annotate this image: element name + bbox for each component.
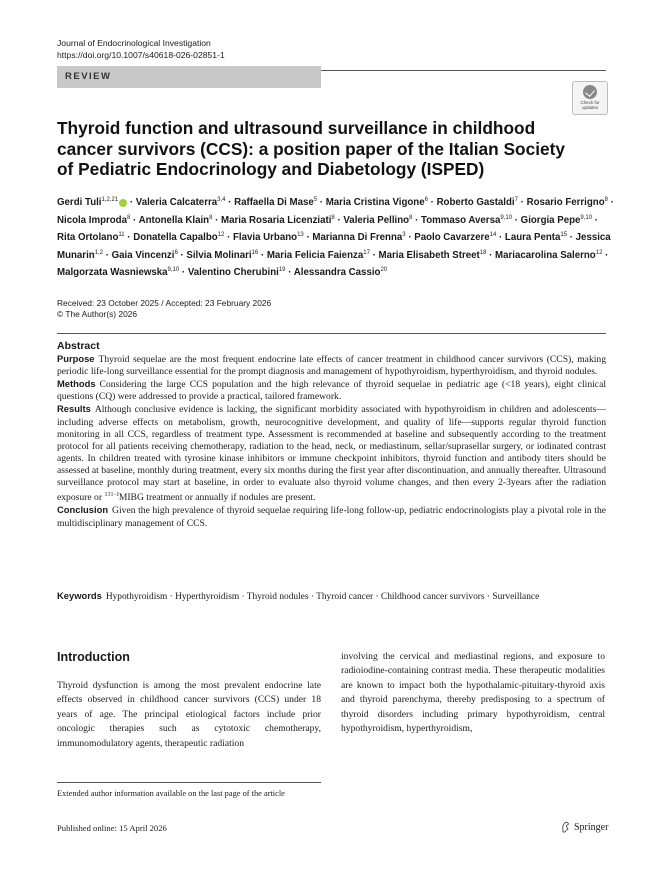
methods-text: Considering the large CCS population and the high relevance of thyroid sequelae in pediatric age (<18 years), eight clinical questions (CQ) were addressed to provide a practical, tailored framework. [57, 379, 606, 403]
author-affiliation: 20 [380, 267, 388, 274]
footnote-rule [57, 782, 321, 783]
header-rule [321, 70, 606, 71]
author-name[interactable]: Giorgia Pepe$^{9,10}$ [520, 214, 593, 226]
author-affiliation: 5 [313, 197, 318, 203]
section-label: REVIEW [65, 71, 112, 82]
results-label: Results [57, 403, 91, 415]
author-affiliation: 12 [217, 232, 225, 239]
keywords-text: Hypothyroidism · Hyperthyroidism · Thyroid nodules · Thyroid cancer · Childhood cancer survivors · Surveillance [105, 592, 540, 602]
check-updates-line2: updates [581, 105, 598, 110]
author-affiliation: 11 [118, 232, 125, 239]
author-affiliation: 8 [331, 214, 335, 221]
author-affiliation: 16 [251, 249, 259, 256]
abstract-rule [57, 333, 606, 334]
author-affiliation: 9,10 [167, 267, 180, 274]
author-affiliation: 15 [560, 232, 568, 239]
author-affiliation: 1,2 [94, 249, 104, 256]
author-name[interactable]: Silvia Molinari$^{16}$ [186, 249, 259, 261]
author-name[interactable]: Maria Felicia Faienza$^{17}$ [266, 249, 370, 261]
author-affiliation: 3,4 [217, 197, 226, 203]
introduction-column-2: involving the cervical and mediastinal regions, and exposure to radioiodine-containing contrast media. These therapeutic modalities are known to impact both the hypothalamic-pituitary-thyroid axis and thyroid parenchyma, thereby predisposing to a spectrum of thyroid disorders including primary hypothyroidism, central hypothyroidism, hyperthyroidism, [341, 651, 605, 735]
conclusion-text: Given the high prevalence of thyroid sequelae requiring life-long follow-up, pediatric endocrinologists play a pivotal role in the multidisciplinary management of CCS. [57, 505, 606, 529]
author-affiliation: 6 [174, 249, 178, 256]
author-name[interactable]: Roberto Gastaldi$^7$ [436, 197, 518, 209]
author-affiliation: 8 [409, 214, 413, 221]
copyright: © The Author(s) 2026 [57, 309, 138, 319]
author-affiliation: 13 [297, 232, 304, 239]
author-name[interactable]: Paolo Cavarzere$^{14}$ [414, 232, 497, 244]
orcid-icon[interactable] [119, 199, 127, 207]
publisher-name: Springer [574, 821, 609, 833]
author-name[interactable]: Raffaella Di Mase$^5$ [234, 197, 318, 209]
author-name[interactable]: Malgorzata Wasniewska$^{9,10}$ [57, 267, 180, 279]
abstract [57, 340, 606, 530]
author-name[interactable]: Gerdi Tuli$^{1,2,21}$ [57, 197, 127, 208]
footnote: Extended author information available on the last page of the article [57, 789, 285, 798]
author-affiliation: 1,2,21 [101, 197, 119, 203]
author-affiliation: 18 [479, 249, 487, 256]
section-bar [57, 66, 321, 88]
author-name[interactable]: Rita Ortolano$^{11}$ [57, 232, 125, 244]
author-name[interactable]: Maria Cristina Vigone$^6$ [325, 197, 428, 209]
author-affiliation: 8 [126, 214, 131, 221]
author-affiliation: 8 [604, 197, 608, 203]
author-affiliation: 12 [595, 249, 603, 256]
author-name[interactable]: Valeria Pellino$^8$ [343, 214, 413, 226]
results-tail: MIBG treatment or annually if nodules are present. [118, 492, 316, 504]
methods-label: Methods [57, 378, 96, 390]
keywords-label: Keywords [57, 590, 102, 601]
author-name[interactable]: Nicola Improda$^8$ [57, 214, 131, 226]
journal-name: Journal of Endocrinological Investigation [57, 38, 211, 48]
author-name[interactable]: Laura Penta$^{15}$ [504, 232, 568, 244]
conclusion-label: Conclusion [57, 504, 109, 516]
author-affiliation: 19 [278, 267, 286, 274]
author-affiliation: 17 [363, 249, 370, 256]
doi-link[interactable]: https://doi.org/10.1007/s40618-026-02851-1 [57, 50, 225, 60]
abstract-results [57, 403, 606, 504]
abstract-conclusion [57, 504, 606, 529]
purpose-label: Purpose [57, 353, 95, 365]
author-affiliation: 3 [402, 232, 406, 239]
author-name[interactable]: Mariacarolina Salerno$^{12}$ [495, 249, 603, 261]
author-list: Gerdi Tuli$^{1,2,21}$ · Valeria Calcaterra$^{3,4}$ · Raffaella Di Mase$^5$ · Maria Cristina Vigone$^6$ · Roberto Gastaldi$^7$ · Rosario Ferrigno$^8$ · Nicola Improda$^8$ · Antonella Klain$^8$ · Maria Rosaria Licenziati$^8$ · Valeria Pellino$^8$ · Tommaso Aversa$^{9,10}$ · Giorgia Pepe$^{9,10}$ · Rita Ortolano$^{11}$ · Donatella Capalbo$^{12}$ · Flavia Urbano$^{13}$ · Marianna Di Frenna$^3$ · Paolo Cavarzere$^{14}$ · Laura Penta$^{15}$ · Jessica Munarin$^{1,2}$ · Gaia Vincenzi$^6$ · Silvia Molinari$^{16}$ · Maria Felicia Faienza$^{17}$ · Maria Elisabeth Street$^{18}$ · Mariacarolina Salerno$^{12}$ · Malgorzata Wasniewska$^{9,10}$ · Valentino Cherubini$^{19}$ · Alessandra Cassio$^{20}$ [57, 197, 614, 279]
article-dates [57, 298, 271, 320]
check-for-updates-badge[interactable] [572, 81, 608, 115]
journal-header [57, 37, 225, 61]
abstract-methods [57, 378, 606, 403]
published-date: Published online: 15 April 2026 [57, 823, 167, 833]
introduction-heading: Introduction [57, 650, 130, 664]
results-isotope: 131−I [104, 492, 119, 499]
abstract-purpose [57, 353, 606, 378]
check-updates-line1: Check for [580, 100, 600, 105]
purpose-text: Thyroid sequelae are the most frequent endocrine late effects of cancer treatment in childhood cancer survivors (CCS), making periodic life-long surveillance essential for the prompt diagnosis and management of hypothyroidism, hyperthyroidism, and thyroid nodules. [57, 354, 606, 378]
introduction-column-1: Thyroid dysfunction is among the most prevalent endocrine late effects observed in childhood cancer survivors (CCS) under 18 years of age. The principal etiological factors include prior oncologic therapies such as cytotoxic chemotherapy, immunomodulatory agents, therapeutic radiation [57, 680, 321, 749]
received-accepted: Received: 23 October 2025 / Accepted: 23 February 2026 [57, 298, 272, 308]
abstract-heading: Abstract [57, 340, 100, 352]
author-name[interactable]: Maria Elisabeth Street$^{18}$ [378, 249, 487, 261]
check-updates-icon [583, 85, 597, 99]
author-affiliation: 8 [209, 214, 213, 221]
author-name[interactable]: Tommaso Aversa$^{9,10}$ [421, 214, 513, 226]
keywords [57, 590, 606, 604]
author-name[interactable]: Valentino Cherubini$^{19}$ [187, 267, 286, 279]
author-name[interactable]: Maria Rosaria Licenziati$^8$ [221, 214, 335, 226]
author-name[interactable]: Alessandra Cassio$^{20}$ [293, 267, 388, 279]
author-name[interactable]: Gaia Vincenzi$^6$ [111, 249, 178, 261]
author-affiliation: 7 [514, 197, 518, 203]
author-name[interactable]: Rosario Ferrigno$^8$ [526, 197, 608, 209]
author-affiliation: 9,10 [580, 214, 593, 221]
author-name[interactable]: Valeria Calcaterra$^{3,4}$ [135, 197, 226, 209]
springer-horse-icon [561, 821, 570, 833]
publisher-logo [561, 821, 608, 833]
author-name[interactable]: Marianna Di Frenna$^3$ [312, 232, 406, 244]
author-name[interactable]: Donatella Capalbo$^{12}$ [133, 232, 225, 244]
author-name[interactable]: Antonella Klain$^8$ [138, 214, 213, 226]
results-text: Although conclusive evidence is lacking, the significant morbidity associated with hypothyroidism in children and adolescents—including adverse effects on metabolism, growth, neurocognitive development, and quality of life—supports regular thyroid function monitoring in all CCS, regardless of treatment type. Assessment is recommended at baseline and subsequently according to the treatment protocol for all patients receiving chemotherapy, radiation to the head, neck, or mediastinum, sellar/suprasellar surgery, or iodinated contrast agents. In children treated with tyrosine kinase inhibitors or immune checkpoint inhibitors, thyroid function and antibody titers should be assessed at baseline, monthly during treatment, every six months during the first year after discontinuation, and annually thereafter. Ultrasound surveillance protocol may start at baseline, in order to evaluate also thyroid volume changes, and then every 2-3years after the radiation exposure or [57, 404, 606, 504]
author-name[interactable]: Flavia Urbano$^{13}$ [233, 232, 304, 244]
author-affiliation: 14 [489, 232, 497, 239]
paper-title: Thyroid function and ultrasound surveillance in childhood cancer survivors (CCS): a position paper of the Italian Society of Pediatric Endocrinology and Diabetology (ISPED) [57, 118, 565, 179]
author-affiliation: 6 [424, 197, 428, 203]
author-name[interactable]: Jessica Munarin$^{1,2}$ [57, 232, 611, 261]
author-affiliation: 9,10 [500, 214, 513, 221]
